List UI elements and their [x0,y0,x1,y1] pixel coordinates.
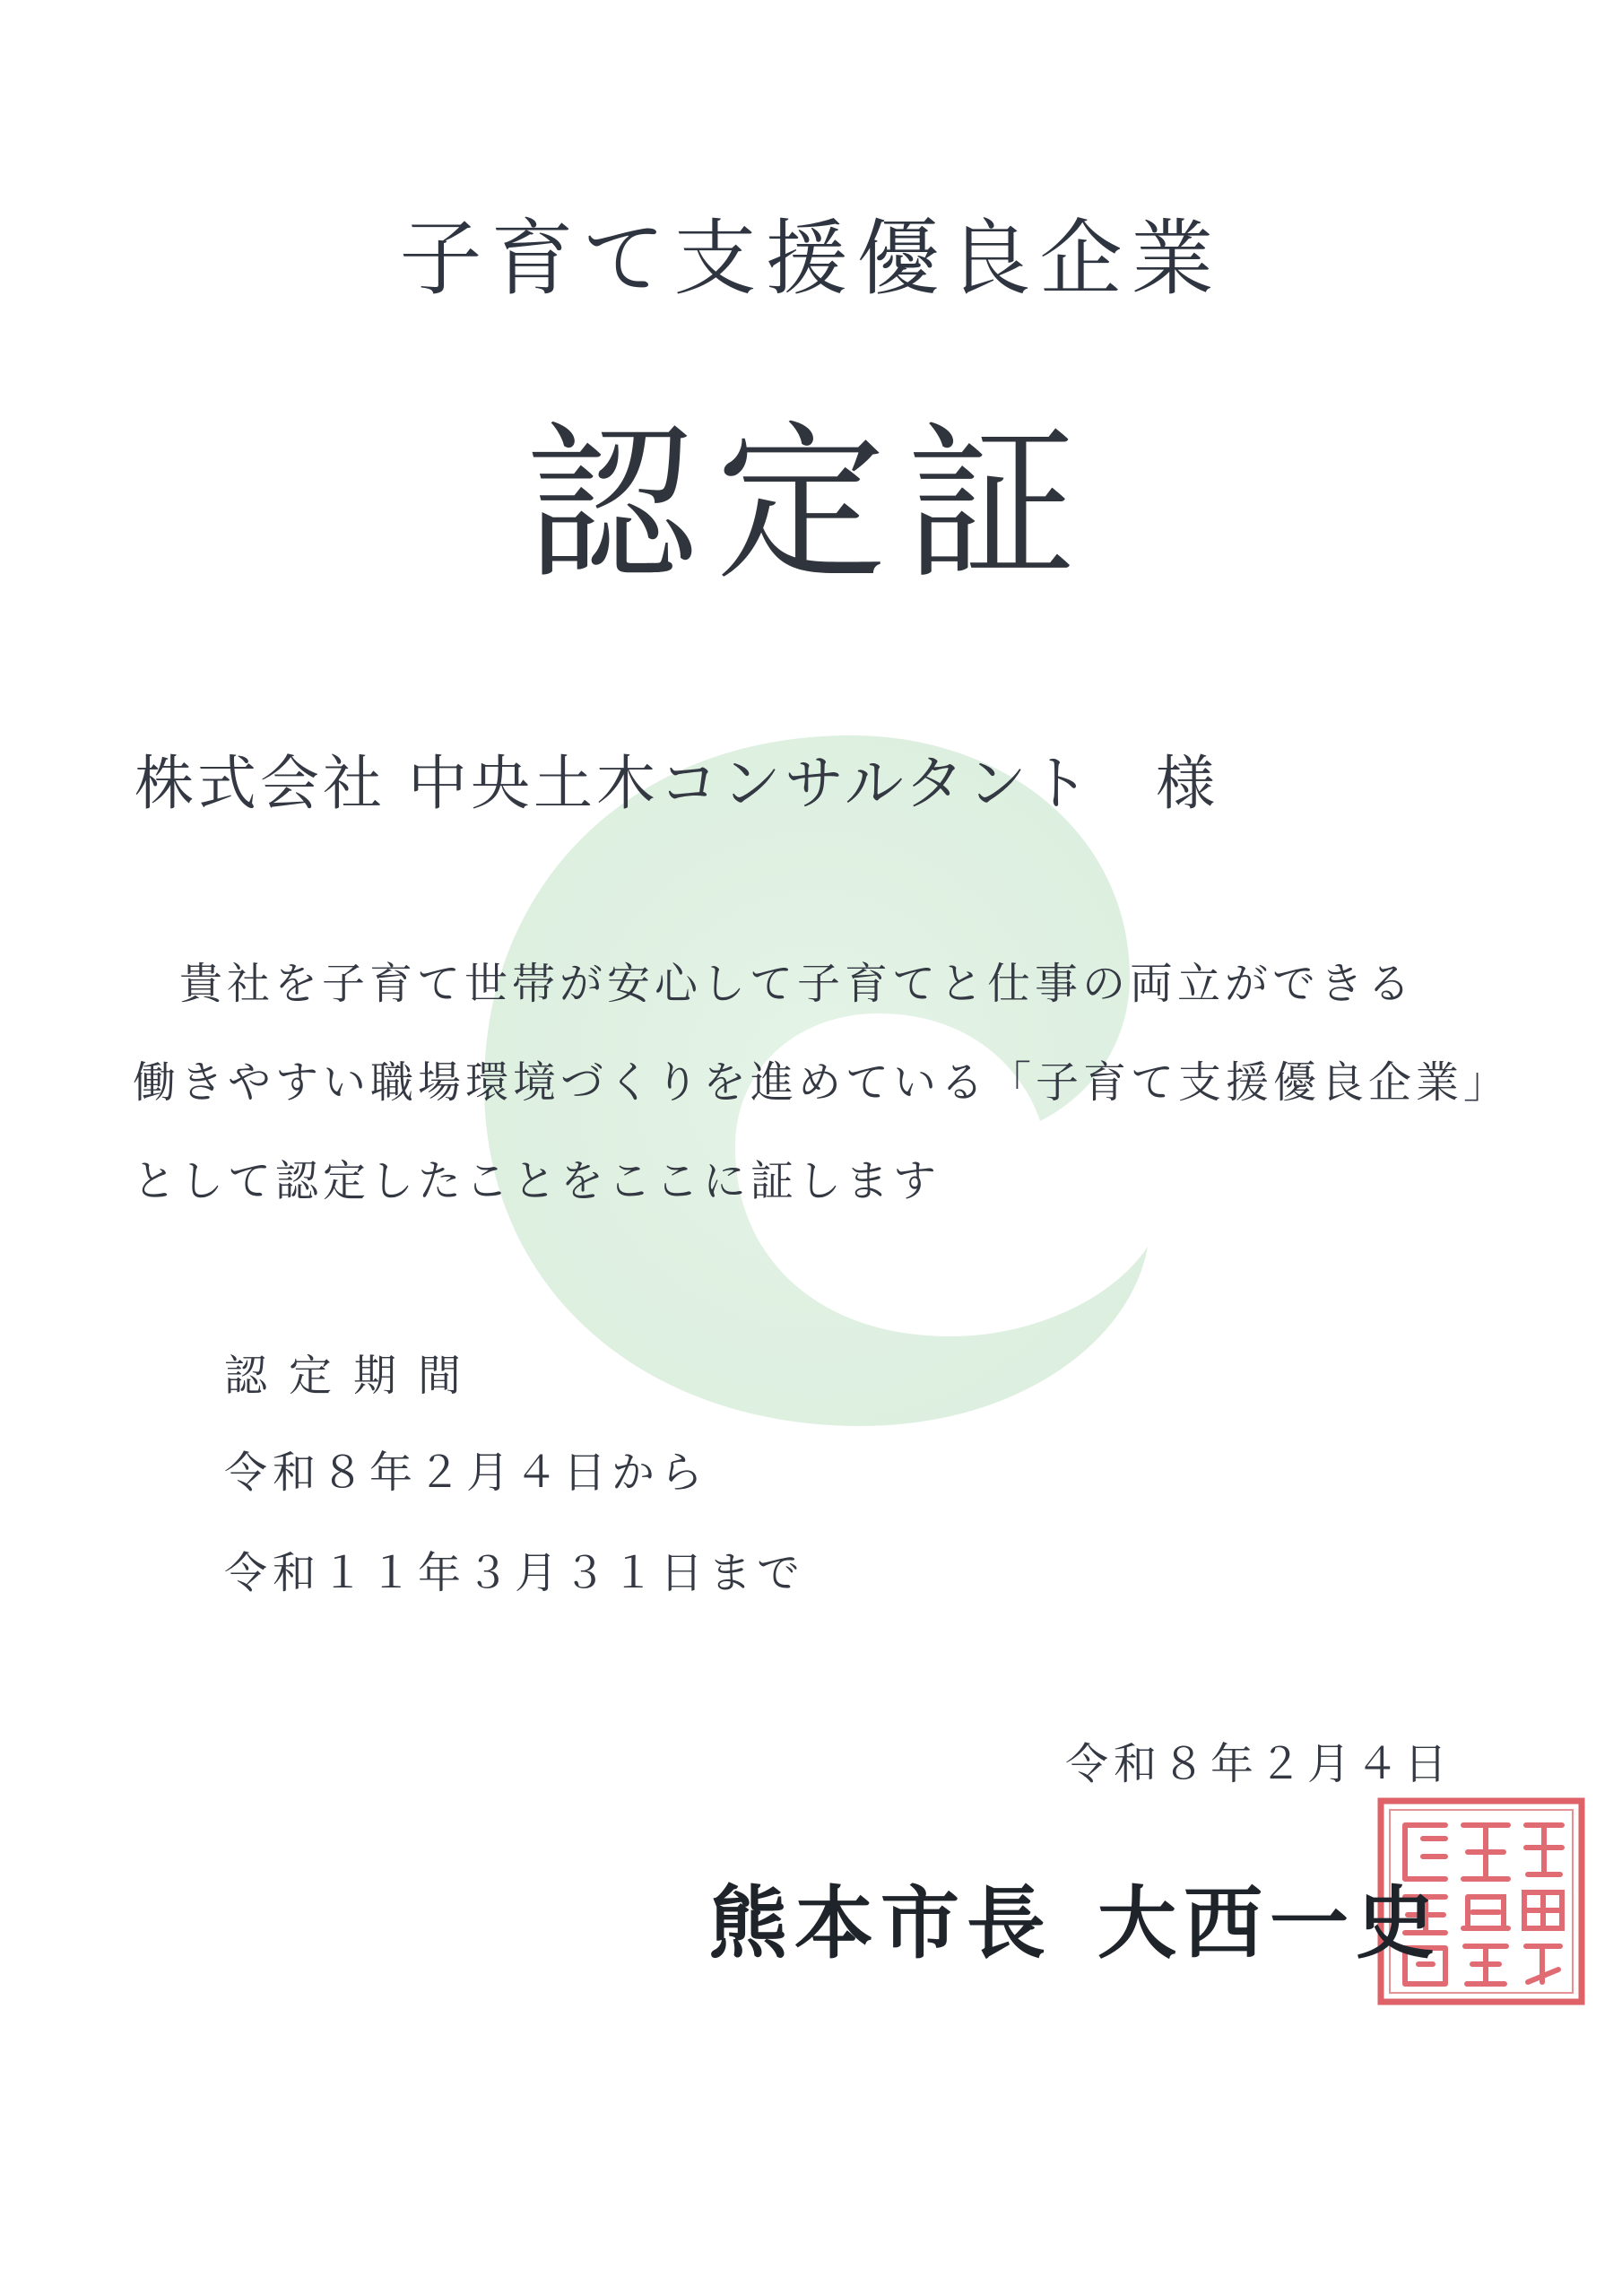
recipient [134,735,1219,821]
period-from: 令和８年２月４日から [224,1448,709,1498]
recipient-name: 株式会社 中央土木コンサルタント [134,749,1094,818]
certificate-subtitle: 子育て支援優良企業 [399,211,1223,307]
body-line-2: 働きやすい職場環境づくりを進めている「子育て支援優良企業」 [133,1057,1512,1108]
issue-date: 令和８年２月４日 [1065,1739,1453,1789]
signer-title: 熊本市長 [708,1876,1054,1970]
body-line-3: として認定したことをここに証します [133,1156,941,1206]
certificate-title: 認定証 [525,405,1097,604]
signer-name: 大西一史 [1097,1876,1443,1970]
body-line-1: 貴社を子育て世帯が安心して子育てと仕事の両立ができる [179,959,1416,1009]
recipient-honorific: 様 [1156,749,1219,818]
period-label: 認定期間 [224,1351,483,1401]
signer [708,1861,1442,1974]
period-to: 令和１１年３月３１日まで [224,1548,806,1598]
